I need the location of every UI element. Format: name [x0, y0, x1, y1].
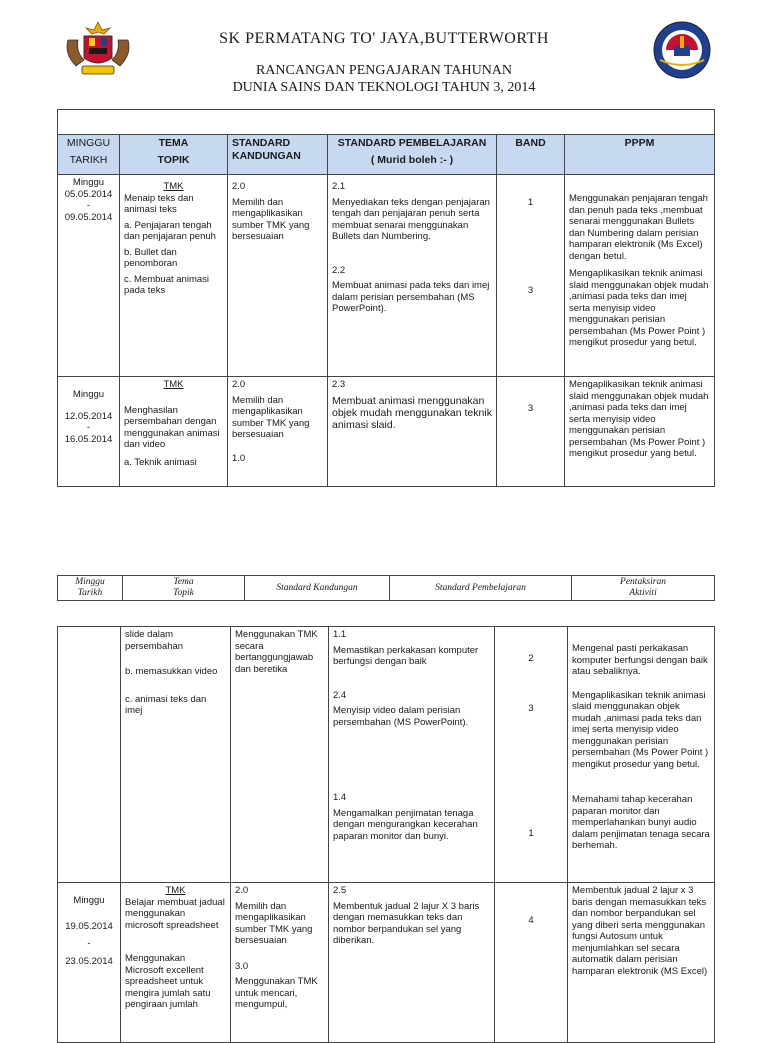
header-standard-pembelajaran: Standard Pembelajaran — [435, 582, 526, 593]
content-standard-code: 2.0 — [232, 379, 246, 390]
subtopic: c. Membuat animasi pada teks — [124, 273, 210, 296]
header-aktiviti: Aktiviti — [629, 588, 657, 598]
pppm-text: Mengaplikasikan teknik animasi slaid menggunakan objek mudah ,animasi pada teks dan imej serta menyisip video menggunakan perisian persembahan (Ms Power Point ) mengikut prosedur yang betul. — [569, 379, 709, 459]
pppm-text: Memahami tahap kecerahan paparan monitor dan memperlahankan bunyi audio dalam penjimatan tenaga secara berhemah. — [572, 794, 710, 851]
week-start-date: 12.05.2014 — [64, 410, 113, 422]
topic: Menggunakan Microsoft excellent spreadsheet untuk mengira jumlah satu pengiraan jumlah — [125, 953, 211, 1010]
topic: Menghasilan persembahan dengan menggunakan animasi dan video — [124, 404, 220, 450]
week-end-date: 09.05.2014 — [64, 211, 113, 223]
theme: TMK — [163, 181, 184, 192]
pppm-text: Menggunakan penjajaran tengah dan penuh pada teks ,membuat senarai menggunakan Bullets dan Numbering dalam perisian hamparan elektronik (Ms Excel) dengan betul. — [569, 193, 708, 262]
content-standard-code: 3.0 — [235, 960, 249, 972]
pppm-text: Membentuk jadual 2 lajur x 3 baris dengan memasukkan teks dan nombor berpandukan sel yang diberi serta menggunakan fungsi Autosum untuk menjumlahkan sel secara automatik dalam perisian hamparan elektronik (MS Excel) — [572, 885, 708, 977]
subtopic: a. Teknik animasi — [124, 456, 197, 468]
header-minggu: Minggu — [75, 577, 105, 587]
learning-standard-code: 2.1 — [332, 181, 346, 192]
learning-standard-text: Menyisip video dalam perisian persembahan (MS PowerPoint). — [333, 705, 469, 728]
subtopic: b. Bullet dan penomboran — [124, 246, 178, 269]
week-label: Minggu — [72, 389, 105, 400]
content-standard-code: 1.0 — [232, 452, 246, 464]
header-murid-boleh: ( Murid boleh :- ) — [370, 154, 454, 166]
week-label: Minggu — [73, 895, 105, 906]
band-value: 3 — [527, 284, 534, 296]
subtopic: c. animasi teks dan imej — [125, 693, 207, 716]
band-value: 4 — [528, 915, 534, 926]
table-row — [58, 883, 715, 1043]
week-start-date: 19.05.2014 — [65, 920, 113, 932]
pppm-text: Mengaplikasikan teknik animasi slaid menggunakan objek mudah ,animasi pada teks dan imej serta menyisip video menggunakan perisian persembahan (Ms Power Point ) mengikut prosedur yang betul. — [569, 268, 709, 348]
topic: Menaip teks dan animasi teks — [124, 192, 194, 215]
content-standard-text: Menggunakan TMK secara bertanggungjawab dan beretika — [235, 629, 318, 675]
subtopic: b. memasukkan video — [125, 666, 218, 677]
week-label: Minggu — [72, 177, 105, 188]
plan-title: RANCANGAN PENGAJARAN TAHUNAN — [255, 63, 513, 78]
lesson-plan-table-1 — [57, 109, 715, 487]
pppm-text: Mengenal pasti perkakasan komputer berfungsi dengan baik atau sebaliknya. — [572, 643, 708, 677]
header-standard-kandungan: STANDARD KANDUNGAN — [232, 137, 301, 162]
header-band: BAND — [515, 137, 546, 149]
content-standard-text: Memilih dan mengaplikasikan sumber TMK yang bersesuaian — [232, 394, 310, 440]
learning-standard-text: Membentuk jadual 2 lajur X 3 baris dengan memasukkan teks dan nombor berpandukan sel yang diberikan. — [333, 900, 480, 946]
topic: Belajar membuat jadual menggunakan microsoft spreadsheet — [125, 896, 225, 931]
content-standard-text: Memilih dan mengaplikasikan sumber TMK yang bersesuaian — [232, 196, 310, 242]
learning-standard-code: 2.4 — [333, 689, 347, 701]
header-pentaksiran: Pentaksiran — [620, 577, 666, 587]
date-separator: - — [86, 422, 91, 433]
learning-standard-text: Memastikan perkakasan komputer berfungsi dengan baik — [333, 644, 479, 667]
content-standard-code: 2.0 — [232, 181, 246, 192]
header-topik: Topik — [173, 588, 194, 598]
table-row — [58, 377, 715, 487]
header-topik: TOPIK — [157, 154, 190, 166]
lesson-plan-table-2 — [57, 626, 715, 1043]
table-header-row — [58, 576, 715, 601]
learning-standard-code: 1.1 — [333, 629, 347, 640]
table-row — [58, 627, 715, 883]
band-value: 2 — [528, 653, 534, 664]
theme: TMK — [165, 885, 186, 896]
learning-standard-text: Menyediakan teks dengan penjajaran tengah dan penjajaran penuh serta membuat senarai menggunakan Bullets dan Numbering. — [332, 196, 490, 242]
subtopic: a. Penjajaran tengah dan penjajaran penuh — [124, 219, 216, 242]
date-separator: - — [87, 938, 91, 949]
learning-standard-code: 2.3 — [332, 379, 346, 390]
content-standard-text: Memilih dan mengaplikasikan sumber TMK yang bersesuaian — [235, 900, 313, 946]
header-tema: TEMA — [158, 137, 189, 149]
learning-standard-text: Membuat animasi menggunakan objek mudah menggunakan teknik animasi slaid. — [332, 394, 492, 431]
plan-subtitle: DUNIA SAINS DAN TEKNOLOGI TAHUN 3, 2014 — [232, 80, 536, 95]
week-start-date: 05.05.2014 — [64, 188, 113, 200]
band-value: 3 — [527, 403, 534, 414]
learning-standard-text: Membuat animasi pada teks dan imej dalam perisian persembahan (MS PowerPoint). — [332, 280, 490, 314]
learning-standard-code: 2.5 — [333, 885, 347, 896]
band-value: 1 — [527, 197, 534, 208]
header-tarikh: Tarikh — [77, 588, 103, 598]
band-value: 1 — [528, 828, 534, 839]
theme: TMK — [163, 379, 184, 390]
header-tarikh: TARIKH — [69, 154, 108, 166]
header-standard-kandungan: Standard Kandungan — [276, 582, 358, 593]
week-end-date: 23.05.2014 — [65, 955, 113, 967]
header-minggu: MINGGU — [66, 137, 111, 149]
page-2-header-table — [57, 575, 715, 601]
learning-standard-code: 2.2 — [332, 264, 346, 276]
pppm-text: Mengaplikasikan teknik animasi slaid menggunakan objek mudah ,animasi pada teks dan imej serta menyisip video menggunakan perisian persembahan (Ms Power Point ) mengikut prosedur yang betul. — [572, 689, 709, 770]
content-standard-text: Menggunakan TMK untuk mencari, mengumpul, — [235, 976, 318, 1010]
table-title-row — [58, 110, 715, 135]
school-name: SK PERMATANG TO' JAYA,BUTTERWORTH — [219, 30, 549, 47]
header-standard-pembelajaran: STANDARD PEMBELAJARAN — [337, 137, 487, 149]
header-tema: Tema — [173, 577, 194, 587]
learning-standard-code: 1.4 — [333, 792, 347, 803]
week-end-date: 16.05.2014 — [64, 433, 113, 445]
band-value: 3 — [528, 702, 534, 714]
content-standard-code: 2.0 — [235, 885, 249, 896]
date-separator: - — [86, 200, 91, 211]
header-pppm: PPPM — [624, 137, 655, 149]
table-row — [58, 175, 715, 377]
topic: slide dalam persembahan — [125, 629, 184, 652]
learning-standard-text: Mengamalkan penjimatan tenaga dengan mengurangkan kecerahan paparan monitor dan bunyi. — [333, 807, 478, 842]
table-header-row — [58, 135, 715, 175]
